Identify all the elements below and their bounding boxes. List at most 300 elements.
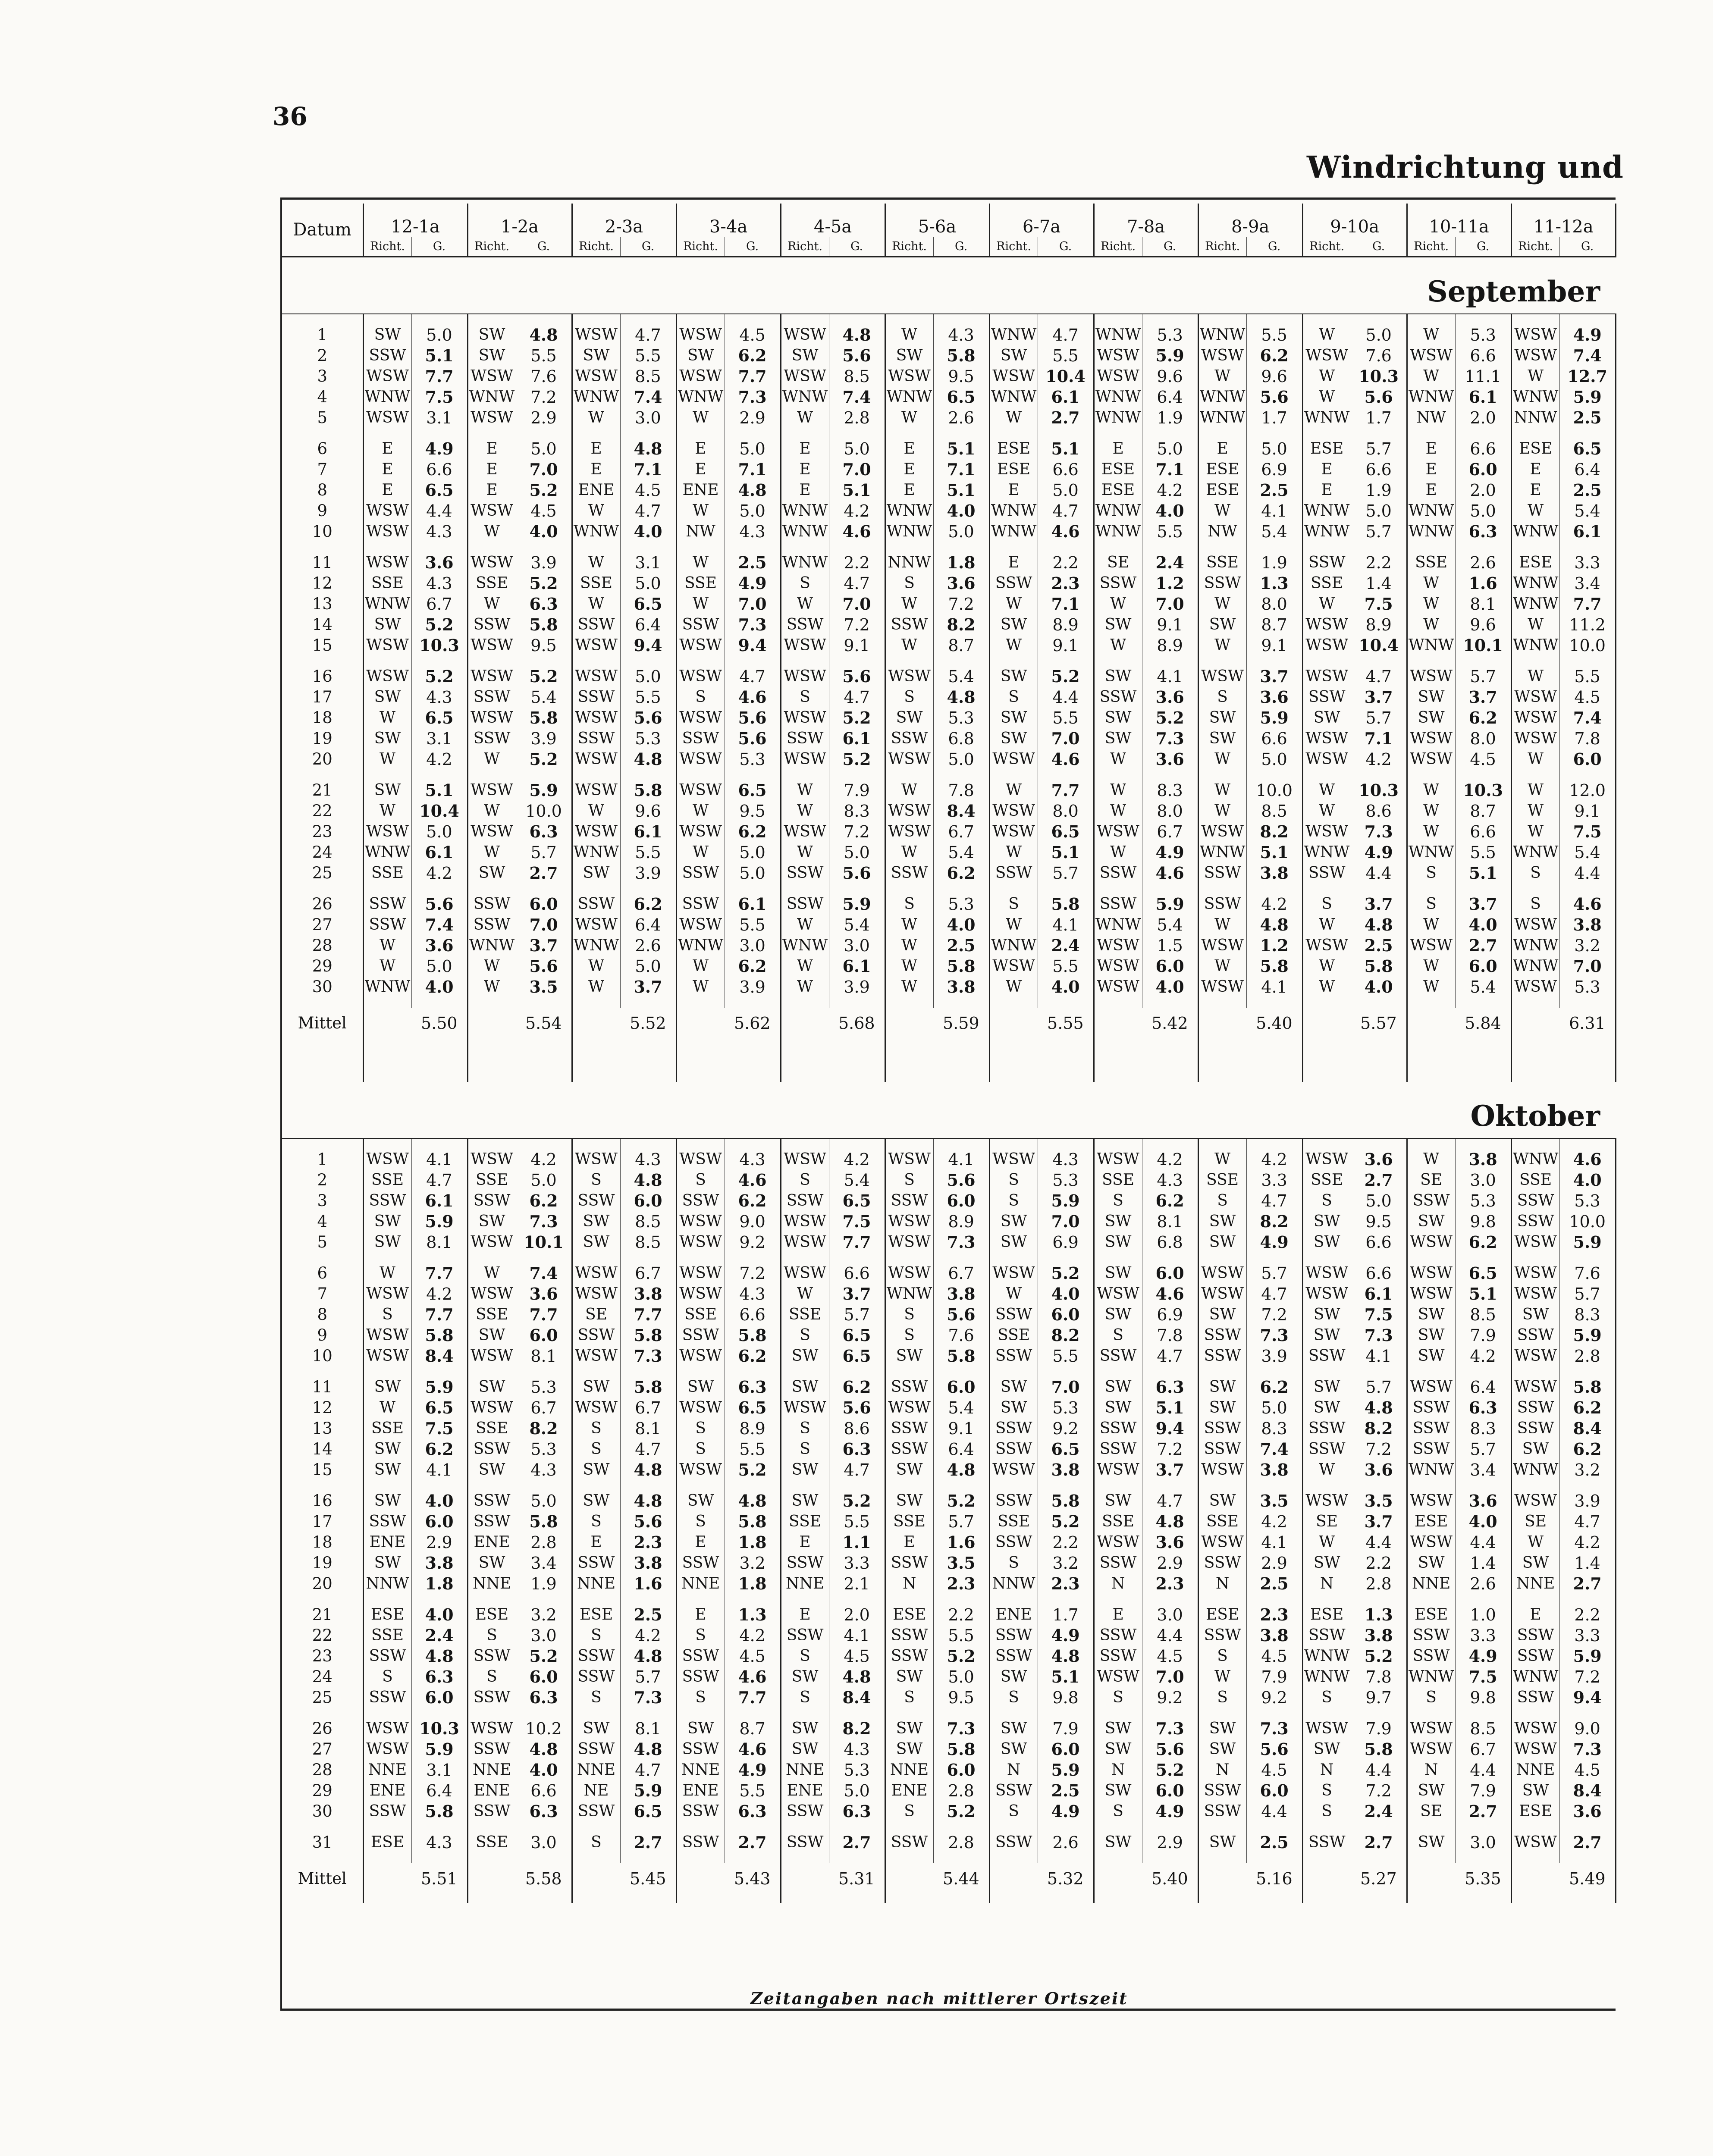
direction-cell: SSW [1094,1439,1142,1460]
direction-cell: WSW [1302,614,1351,635]
direction-cell: SW [989,1377,1038,1398]
direction-cell: WSW [1407,1263,1455,1284]
speed-cell: 9.1 [1246,635,1302,656]
direction-cell: NW [676,521,725,542]
direction-cell: W [1198,749,1246,770]
direction-cell: WSW [363,1346,411,1366]
speed-cell: 6.2 [516,1191,572,1211]
table-row [282,842,1616,863]
direction-cell: WSW [467,1398,516,1418]
direction-cell: SW [1302,1304,1351,1325]
direction-cell: W [885,935,933,956]
speed-cell: 4.9 [1246,1232,1302,1253]
direction-cell: SW [1302,1377,1351,1398]
speed-cell: 6.3 [725,1801,781,1822]
direction-cell: SW [781,1739,829,1760]
direction-cell: W [781,956,829,977]
speed-cell: 4.3 [411,521,467,542]
direction-cell: WSW [1302,935,1351,956]
direction-cell: WSW [1511,1491,1559,1511]
direction-cell: WSW [1511,1377,1559,1398]
speed-cell: 8.0 [1038,801,1094,821]
speed-cell: 4.5 [620,480,676,501]
direction-cell: W [572,407,620,428]
direction-cell: SSW [989,1832,1038,1853]
speed-cell: 7.1 [1142,459,1198,480]
speed-cell: 2.7 [1038,407,1094,428]
speed-cell: 2.2 [1351,552,1407,573]
direction-cell: SW [989,1667,1038,1687]
speed-cell: 8.2 [829,1718,885,1739]
speed-cell: 4.7 [1142,1346,1198,1366]
direction-cell: WSW [467,501,516,521]
speed-cell: 3.8 [620,1553,676,1573]
direction-cell: WNW [1407,387,1455,407]
day-cell: 31 [282,1832,363,1853]
direction-cell: SW [676,1377,725,1398]
speed-cell: 4.4 [411,501,467,521]
speed-cell: 5.2 [1038,1511,1094,1532]
direction-cell: SSW [1407,1646,1455,1667]
direction-cell: W [1302,594,1351,614]
spacer-row [282,884,1616,894]
speed-cell: 4.7 [1142,1491,1198,1511]
day-cell: 22 [282,801,363,821]
speed-cell: 7.0 [1142,594,1198,614]
direction-cell: S [1302,1780,1351,1801]
speed-cell: 3.9 [620,863,676,884]
speed-cell: 4.4 [1142,1625,1198,1646]
direction-cell: SSW [989,1491,1038,1511]
speed-cell: 9.8 [1455,1211,1511,1232]
speed-cell: 4.5 [829,1646,885,1667]
speed-cell: 4.6 [1142,1284,1198,1304]
speed-cell: 3.9 [516,728,572,749]
direction-cell: SSW [781,1801,829,1822]
spacer-row [282,1366,1616,1377]
speed-cell: 6.2 [1246,345,1302,366]
direction-cell: SSW [1198,1346,1246,1366]
speed-cell: 2.9 [725,407,781,428]
speed-cell: 8.3 [1246,1418,1302,1439]
direction-cell: SSW [467,1191,516,1211]
speed-cell: 6.1 [1351,1284,1407,1304]
speed-cell: 8.5 [829,366,885,387]
speed-cell: 5.9 [1559,1232,1616,1253]
speed-cell: 5.3 [620,728,676,749]
speed-cell: 8.1 [1142,1211,1198,1232]
direction-cell: SSW [885,863,933,884]
speed-cell: 5.0 [1455,501,1511,521]
direction-cell: E [676,459,725,480]
speed-cell: 4.5 [1246,1760,1302,1780]
direction-cell: WSW [1198,1284,1246,1304]
direction-cell: WNW [676,935,725,956]
speed-cell: 6.6 [829,1263,885,1284]
speed-cell: 6.0 [620,1191,676,1211]
richt-header: Richt. [1407,237,1455,257]
mittel-value: 5.42 [1142,1008,1198,1047]
speed-cell: 6.2 [725,345,781,366]
direction-cell: WSW [572,708,620,728]
speed-cell: 4.7 [620,1760,676,1780]
speed-cell: 6.5 [933,387,989,407]
speed-cell: 7.0 [725,594,781,614]
speed-cell: 7.1 [933,459,989,480]
speed-cell: 7.8 [1142,1325,1198,1346]
speed-cell: 5.6 [829,345,885,366]
speed-cell: 4.0 [1038,977,1094,997]
direction-cell: WNW [781,387,829,407]
direction-cell: ESE [1302,1604,1351,1625]
speed-cell: 2.4 [411,1625,467,1646]
direction-cell: E [1302,459,1351,480]
table-row [282,552,1616,573]
speed-cell: 4.6 [725,1739,781,1760]
speed-cell: 5.8 [411,1801,467,1822]
direction-cell: WSW [676,708,725,728]
speed-cell: 8.0 [1246,594,1302,614]
direction-cell: W [1198,1667,1246,1687]
speed-cell: 3.0 [1455,1832,1511,1853]
direction-cell: SSW [363,1511,411,1532]
speed-cell: 5.3 [1559,1191,1616,1211]
speed-cell: 5.2 [1142,708,1198,728]
direction-cell: SSE [676,573,725,594]
day-cell: 23 [282,1646,363,1667]
direction-cell: WNW [1302,1667,1351,1687]
direction-cell: W [885,594,933,614]
speed-cell: 5.3 [516,1439,572,1460]
speed-cell: 3.3 [1559,1625,1616,1646]
direction-cell: ESE [363,1832,411,1853]
speed-cell: 2.5 [1246,480,1302,501]
direction-cell: E [363,480,411,501]
direction-cell: W [467,594,516,614]
speed-cell: 6.3 [1455,1398,1511,1418]
direction-cell: NNE [1511,1573,1559,1594]
speed-cell: 5.2 [411,666,467,687]
speed-cell: 1.7 [1246,407,1302,428]
direction-cell: WSW [989,1149,1038,1170]
day-cell: 29 [282,1780,363,1801]
direction-cell: SW [572,345,620,366]
direction-cell: WSW [781,1149,829,1170]
speed-cell: 10.0 [516,801,572,821]
table-row [282,1304,1616,1325]
speed-cell: 3.6 [1142,687,1198,708]
speed-cell: 3.4 [516,1553,572,1573]
direction-cell: N [1198,1573,1246,1594]
direction-cell: SSE [1407,552,1455,573]
speed-cell: 4.2 [1455,1346,1511,1366]
direction-cell: WSW [572,821,620,842]
speed-cell: 3.7 [829,1284,885,1304]
direction-cell: SE [1094,552,1142,573]
direction-cell: SSW [467,1511,516,1532]
table-row [282,1604,1616,1625]
table-row [282,1553,1616,1573]
speed-cell: 9.6 [1455,614,1511,635]
table-row [282,439,1616,459]
direction-cell: S [989,894,1038,915]
direction-cell: SSW [1302,1625,1351,1646]
direction-cell: WSW [1198,935,1246,956]
speed-cell: 3.7 [620,977,676,997]
speed-cell: 3.8 [933,977,989,997]
direction-cell: SW [1511,1304,1559,1325]
direction-cell: N [885,1573,933,1594]
speed-cell: 4.1 [1351,1346,1407,1366]
direction-cell: W [1407,977,1455,997]
speed-cell: 6.9 [1142,1304,1198,1325]
speed-cell: 4.8 [411,1646,467,1667]
speed-cell: 7.2 [1351,1439,1407,1460]
speed-cell: 6.6 [1351,1232,1407,1253]
direction-cell: SSW [1407,1418,1455,1439]
direction-cell: SW [1407,1832,1455,1853]
direction-cell: SW [781,1491,829,1511]
direction-cell: SSE [467,1832,516,1853]
speed-cell: 5.9 [1559,1646,1616,1667]
speed-cell: 3.7 [516,935,572,956]
speed-cell: 6.2 [725,956,781,977]
speed-cell: 7.4 [829,387,885,407]
direction-cell: S [676,1687,725,1708]
speed-cell: 5.9 [620,1780,676,1801]
speed-cell: 3.3 [829,1553,885,1573]
speed-cell: 4.8 [1142,1511,1198,1532]
speed-cell: 4.4 [1351,1532,1407,1553]
speed-cell: 5.3 [933,894,989,915]
direction-cell: W [1511,614,1559,635]
direction-cell: S [1094,1687,1142,1708]
speed-cell: 8.5 [1455,1718,1511,1739]
direction-cell: WSW [676,635,725,656]
speed-cell: 4.8 [620,1491,676,1511]
speed-cell: 7.8 [1559,728,1616,749]
direction-cell: WNW [1407,1460,1455,1480]
direction-cell: SSW [467,894,516,915]
direction-cell: NNE [781,1573,829,1594]
speed-cell: 3.0 [620,407,676,428]
speed-cell: 5.9 [516,780,572,801]
speed-cell: 4.1 [1246,977,1302,997]
direction-cell: ESE [572,1604,620,1625]
speed-cell: 5.9 [411,1377,467,1398]
speed-cell: 6.9 [1038,1232,1094,1253]
direction-cell: SSW [781,614,829,635]
speed-cell: 1.9 [1351,480,1407,501]
speed-cell: 5.0 [620,956,676,977]
speed-cell: 5.8 [1246,956,1302,977]
speed-cell: 5.0 [1351,325,1407,345]
direction-cell: WSW [1094,1460,1142,1480]
mittel-value: 5.58 [516,1863,572,1903]
speed-cell: 7.3 [1246,1325,1302,1346]
table-row [282,1191,1616,1211]
direction-cell: SW [989,1398,1038,1418]
direction-cell: S [572,1687,620,1708]
speed-cell: 5.3 [1559,977,1616,997]
speed-cell: 6.3 [1455,521,1511,542]
direction-cell: ENE [676,480,725,501]
direction-cell: SW [989,1211,1038,1232]
direction-cell: WSW [676,749,725,770]
direction-cell: SW [781,1667,829,1687]
direction-cell: SW [1198,1377,1246,1398]
speed-cell: 7.4 [411,915,467,935]
direction-cell: W [363,935,411,956]
direction-cell: SSW [467,728,516,749]
direction-cell: W [1198,501,1246,521]
table-row [282,387,1616,407]
hour-header: 2-3a [572,204,676,237]
direction-cell: SW [1094,1491,1142,1511]
direction-cell: W [1302,1532,1351,1553]
speed-cell: 3.1 [411,728,467,749]
direction-cell: SSE [885,1511,933,1532]
direction-cell: SW [1094,614,1142,635]
table-row [282,1511,1616,1532]
day-cell: 17 [282,687,363,708]
direction-cell: N [1094,1573,1142,1594]
direction-cell: E [885,480,933,501]
direction-cell: SSW [1511,1211,1559,1232]
day-cell: 4 [282,387,363,407]
day-cell: 3 [282,366,363,387]
speed-cell: 7.0 [1038,1377,1094,1398]
direction-cell: E [363,439,411,459]
direction-cell: W [363,801,411,821]
day-cell: 24 [282,1667,363,1687]
direction-cell: SW [1511,1439,1559,1460]
spacer-row [282,997,1616,1008]
direction-cell: SSW [1198,1801,1246,1822]
speed-cell: 3.4 [1455,1460,1511,1480]
speed-cell: 4.9 [725,573,781,594]
speed-cell: 2.3 [1246,1604,1302,1625]
direction-cell: WNW [1407,1667,1455,1687]
speed-cell: 5.6 [829,1398,885,1418]
direction-cell: S [781,687,829,708]
direction-cell: SW [363,1377,411,1398]
speed-cell: 8.1 [516,1346,572,1366]
g-header: G. [725,237,781,257]
speed-cell: 7.2 [829,821,885,842]
speed-cell: 2.2 [1351,1553,1407,1573]
speed-cell: 5.8 [620,1325,676,1346]
day-cell: 15 [282,1460,363,1480]
direction-cell: E [1198,439,1246,459]
speed-cell: 4.1 [1246,501,1302,521]
direction-cell: WSW [467,1232,516,1253]
direction-cell: SSE [363,863,411,884]
speed-cell: 5.5 [1246,325,1302,345]
direction-cell: SSW [781,728,829,749]
spacer-row [282,1594,1616,1604]
speed-cell: 2.6 [933,407,989,428]
speed-cell: 5.0 [620,573,676,594]
mittel-value: 5.57 [1351,1008,1407,1047]
speed-cell: 6.4 [933,1439,989,1460]
table-row [282,635,1616,656]
speed-cell: 5.0 [1142,439,1198,459]
direction-cell: W [1094,594,1142,614]
day-cell: 28 [282,1760,363,1780]
day-cell: 16 [282,1491,363,1511]
direction-cell: WNW [1511,935,1559,956]
direction-cell: WSW [1094,935,1142,956]
speed-cell: 7.3 [620,1346,676,1366]
direction-cell: WSW [1302,666,1351,687]
direction-cell: ESE [1198,480,1246,501]
direction-cell: W [1198,915,1246,935]
direction-cell: SW [885,1460,933,1480]
direction-cell: SSW [1407,1625,1455,1646]
direction-cell: W [676,956,725,977]
speed-cell: 5.0 [829,842,885,863]
day-cell: 30 [282,977,363,997]
direction-cell: NNE [676,1573,725,1594]
speed-cell: 5.5 [1038,1346,1094,1366]
direction-cell: W [1407,594,1455,614]
day-cell: 14 [282,1439,363,1460]
day-cell: 3 [282,1191,363,1211]
direction-cell: SE [1407,1170,1455,1191]
day-cell: 28 [282,935,363,956]
table-row [282,894,1616,915]
speed-cell: 6.2 [725,821,781,842]
direction-cell: WSW [1302,728,1351,749]
speed-cell: 4.0 [1455,1511,1511,1532]
speed-cell: 5.7 [1351,708,1407,728]
speed-cell: 4.4 [1455,1760,1511,1780]
direction-cell: WSW [1094,1284,1142,1304]
direction-cell: E [1511,459,1559,480]
direction-cell: WNW [363,977,411,997]
speed-cell: 7.5 [1559,821,1616,842]
speed-cell: 6.6 [411,459,467,480]
speed-cell: 5.6 [1246,387,1302,407]
direction-cell: SW [1094,1263,1142,1284]
direction-cell: ENE [781,1780,829,1801]
speed-cell: 4.8 [725,1491,781,1511]
table-row [282,1718,1616,1739]
speed-cell: 5.0 [1246,439,1302,459]
direction-cell: SW [467,1553,516,1573]
direction-cell: S [363,1304,411,1325]
spacer-row [282,1253,1616,1263]
table-row [282,1780,1616,1801]
spacer-row [282,314,1616,325]
richt-header: Richt. [1198,237,1246,257]
direction-cell: W [1407,614,1455,635]
direction-cell: SW [1198,1211,1246,1232]
direction-cell: WSW [467,821,516,842]
day-cell: 10 [282,521,363,542]
speed-cell: 5.3 [933,708,989,728]
speed-cell: 3.9 [829,977,885,997]
table-row [282,407,1616,428]
direction-cell: W [676,594,725,614]
direction-cell: SSE [363,573,411,594]
speed-cell: 5.3 [1455,1191,1511,1211]
direction-cell: E [781,439,829,459]
direction-cell: WSW [572,749,620,770]
direction-cell: E [781,480,829,501]
direction-cell: S [1094,1801,1142,1822]
